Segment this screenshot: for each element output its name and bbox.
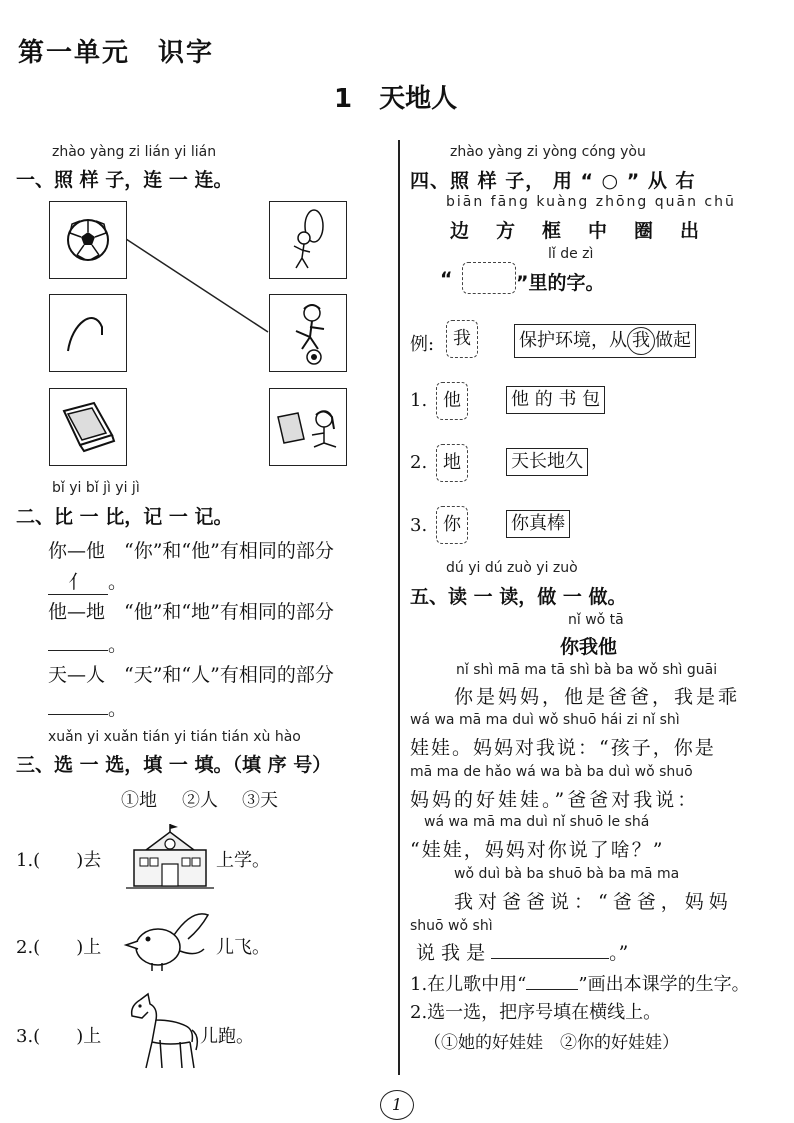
- poem-line-2: 娃娃。妈妈对我说：“孩子，你是: [410, 737, 716, 759]
- match-left-tv[interactable]: [49, 388, 127, 466]
- poem-line-4: “娃娃，妈妈对你说了啥？”: [410, 839, 665, 861]
- compare-row-2: 他—地 “他”和“地”有相同的部分: [48, 601, 334, 623]
- section4-pinyin-2: biān fāng kuàng zhōng quān chū: [446, 194, 736, 210]
- jump-rope-kid-icon: [270, 202, 346, 278]
- fill-item-3-suffix: 儿跑。: [200, 1026, 254, 1047]
- question-1-text-end: ”画出本课学的生字。: [578, 974, 750, 995]
- scalloped-box-sample: [462, 262, 516, 294]
- row-2-phrase-box[interactable]: 天长地久: [506, 448, 588, 476]
- poem-line-3-pinyin: mā ma de hǎo wá wa bà ba duì wǒ shuō: [410, 764, 693, 780]
- circled-char: 我: [627, 327, 655, 355]
- question-1: [410, 970, 750, 996]
- fill-item-3-prefix[interactable]: 3.( )上: [16, 1026, 102, 1047]
- poem-line-1: 你是妈妈，他是爸爸，我是乖: [454, 686, 741, 708]
- poem-line-1-pinyin: nǐ shì mā ma tā shì bà ba wǒ shì guāi: [456, 662, 718, 678]
- section5-pinyin: dú yi dú zuò yi zuò: [446, 560, 578, 576]
- poem-line-2-pinyin: wá wa mā ma duì wǒ shuō hái zi nǐ shì: [410, 712, 680, 728]
- page-number: 1: [391, 1095, 403, 1114]
- compare-answer-1[interactable]: [48, 567, 127, 595]
- poem-line-5-pinyin: wǒ duì bà ba shuō bà ba mā ma: [454, 866, 680, 882]
- soccer-kid-icon: [270, 295, 346, 371]
- row-2-num: 2.: [410, 452, 428, 473]
- row-2-char-box: 地: [436, 444, 468, 482]
- section4-title-1: 四、照 样 子， 用 “ ○ ” 从 右: [410, 170, 696, 192]
- section4-title-2: 边 方 框 中 圈 出: [450, 220, 704, 242]
- poem-line-4-pinyin: wá wa mā ma duì nǐ shuō le shá: [424, 814, 650, 830]
- lesson-number: 1: [334, 84, 353, 114]
- example-label: 例:: [410, 334, 435, 355]
- poem-line-6-pinyin: shuō wǒ shì: [410, 918, 493, 934]
- row-1-phrase-box[interactable]: 他 的 书 包: [506, 386, 605, 414]
- section3-title: 三、选 一 选，填 一 填。（填 序 号）: [16, 754, 332, 776]
- row-3-num: 3.: [410, 515, 428, 536]
- row-3-char-box: 你: [436, 506, 468, 544]
- section4-pinyin-1: zhào yàng zi yòng cóng yòu: [450, 144, 646, 160]
- row-1-char-box: 他: [436, 382, 468, 420]
- school-icon: [126, 820, 214, 892]
- option-2: ②人: [182, 790, 218, 811]
- horse-icon: [118, 990, 200, 1076]
- compare-row-1: 你—他 “你”和“他”有相同的部分: [48, 540, 334, 562]
- period: 。: [108, 634, 128, 656]
- match-right-tv-kid[interactable]: [269, 388, 347, 466]
- match-left-stroke[interactable]: [49, 294, 127, 372]
- unit-title: 第一单元 识字: [18, 38, 215, 68]
- section1-pinyin: zhào yàng zi lián yi lián: [52, 144, 217, 160]
- poem-line-6: [416, 938, 628, 965]
- section5-title: 五、读 一 读，做 一 做。: [410, 586, 627, 608]
- poem-line-end: 。”: [609, 942, 629, 964]
- underline-sample: [526, 973, 578, 990]
- page-number-badge: [380, 1090, 414, 1120]
- option-1: ①地: [121, 790, 157, 811]
- match-right-soccer-kid[interactable]: [269, 294, 347, 372]
- example-char-box: 我: [446, 320, 478, 358]
- row-1-num: 1.: [410, 390, 428, 411]
- answer-blank[interactable]: [48, 692, 108, 715]
- compare-answer-3[interactable]: [48, 692, 127, 721]
- row-3-phrase-box[interactable]: 你真棒: [506, 510, 570, 538]
- fill-item-1-prefix[interactable]: 1.( )去: [16, 850, 102, 871]
- option-3: ③天: [242, 790, 278, 811]
- section4-pinyin-3: lǐ de zì: [548, 246, 594, 262]
- soccer-ball-icon: [50, 202, 126, 278]
- section4-title-3-close: ”里的字。: [516, 272, 605, 294]
- bird-icon: [122, 905, 214, 975]
- poem-answer-blank[interactable]: [491, 940, 609, 959]
- compare-answer-2[interactable]: [48, 628, 127, 657]
- period: 。: [108, 571, 128, 593]
- question-1-text: 1.在儿歌中用“: [410, 974, 527, 995]
- example-phrase-box: [514, 324, 696, 358]
- period: 。: [108, 698, 128, 720]
- poem-title: 你我他: [560, 636, 618, 658]
- section2-pinyin: bǐ yi bǐ jì yi jì: [52, 480, 140, 496]
- compare-row-3: 天—人 “天”和“人”有相同的部分: [48, 664, 334, 686]
- section1-title: 一、照 样 子，连 一 连。: [16, 169, 233, 191]
- fill-item-2-prefix[interactable]: 2.( )上: [16, 937, 102, 958]
- example-phrase-text-end: 做起: [655, 330, 691, 351]
- example-phrase-text: 保护环境，从: [519, 330, 627, 351]
- poem-line-3: 妈妈的好娃娃。”爸爸对我说：: [410, 789, 700, 811]
- section3-pinyin: xuǎn yi xuǎn tián yi tián tián xù hào: [48, 729, 301, 745]
- match-right-jump-rope[interactable]: [269, 201, 347, 279]
- tv-icon: [50, 389, 126, 465]
- section2-title: 二、比 一 比，记 一 记。: [16, 506, 233, 528]
- question-2: 2.选一选，把序号填在横线上。: [410, 1002, 662, 1023]
- answer-blank[interactable]: 亻: [48, 567, 108, 595]
- kid-watching-tv-icon: [270, 389, 346, 465]
- question-2-choices: （①她的好娃娃 ②你的好娃娃）: [424, 1033, 679, 1053]
- poem-title-pinyin: nǐ wǒ tā: [568, 612, 624, 628]
- poem-line-5: 我对爸爸说：“爸爸，妈妈: [454, 891, 733, 913]
- section4-title-3-open: “: [440, 268, 453, 290]
- curve-stroke-icon: [50, 295, 126, 371]
- answer-blank[interactable]: [48, 628, 108, 651]
- fill-item-2-suffix: 儿飞。: [216, 937, 270, 958]
- fill-item-1-suffix: 上学。: [216, 850, 270, 871]
- poem-line-6-text: 说 我 是: [416, 942, 486, 964]
- lesson-name: 天地人: [379, 84, 458, 114]
- match-left-soccer-ball[interactable]: [49, 201, 127, 279]
